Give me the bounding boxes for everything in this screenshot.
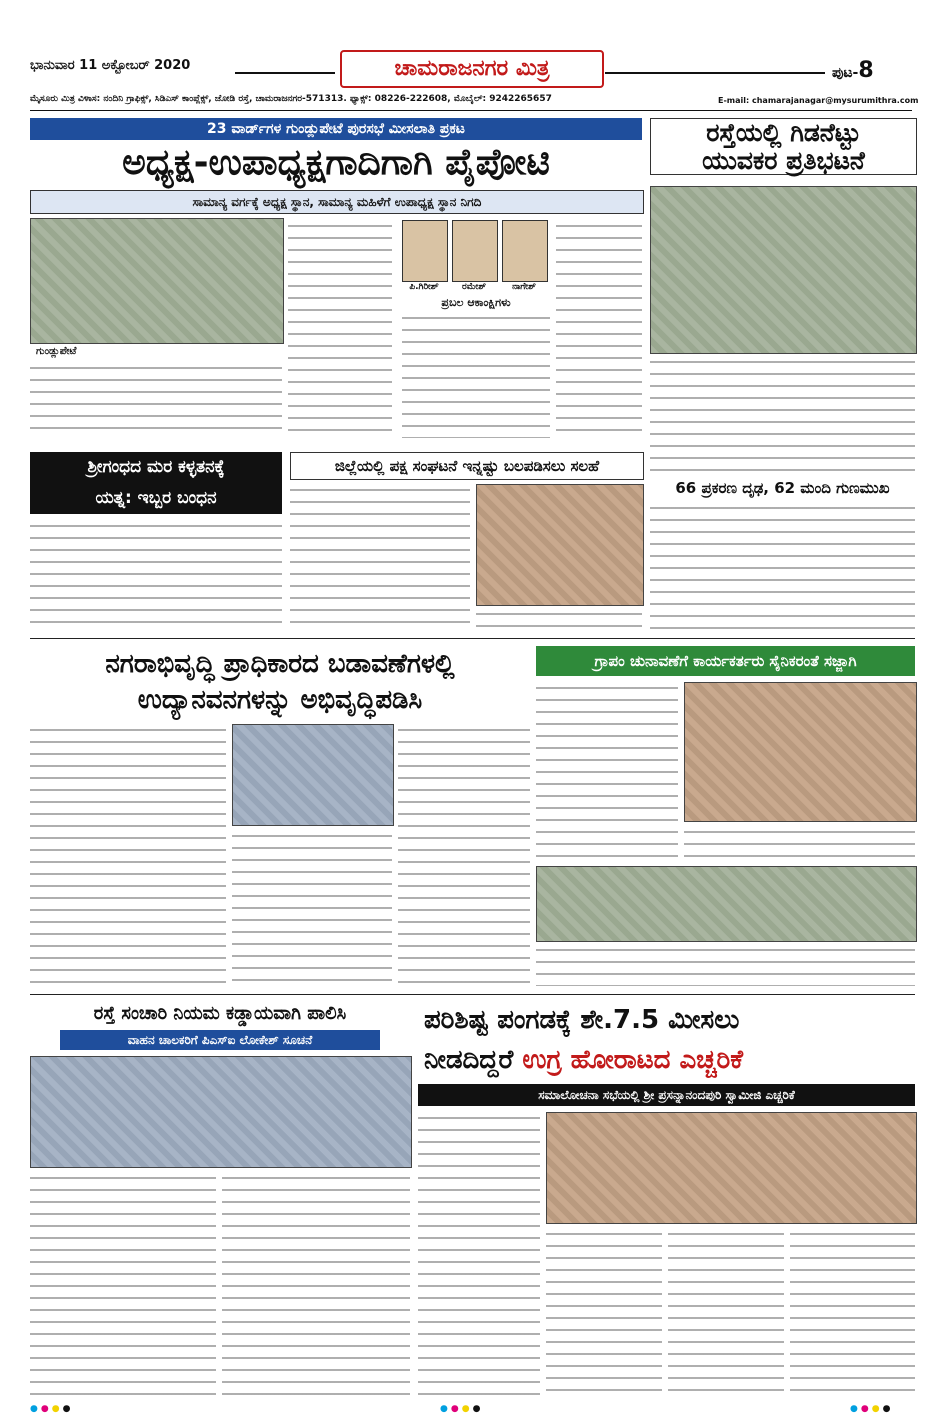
story1-subhead: ಸಾಮಾನ್ಯ ವರ್ಗಕ್ಕೆ ಅಧ್ಯಕ್ಷ ಸ್ಥಾನ, ಸಾಮಾನ್ಯ ಮಹಿಳೆಗೆ ಉಪಾಧ್ಯಕ್ಷ ಸ್ಥಾನ ನಿಗದಿ xyxy=(30,190,644,214)
portrait-3-name: ನಾಗೇಶ್ xyxy=(512,282,536,292)
story3-headline-line2: ಯತ್ನ: ಇಬ್ಬರ ಬಂಧನ xyxy=(95,488,217,508)
story1-body-col3 xyxy=(402,312,550,438)
portrait-3 xyxy=(502,220,548,282)
print-registration-marks-left: ●●●● xyxy=(30,1404,74,1414)
story1-body-col2 xyxy=(288,220,392,438)
story9-body-col3 xyxy=(668,1228,784,1400)
story7-headline: ಗ್ರಾಪಂ ಚುನಾವಣೆಗೆ ಕಾರ್ಯಕರ್ತರು ಸೈನಿಕರಂತೆ ಸಜ್ಜಾಗಿ xyxy=(536,646,915,676)
story8-photo xyxy=(30,1056,412,1168)
story9-body-col4 xyxy=(790,1228,915,1400)
story9-photo xyxy=(546,1112,917,1224)
story2-photo xyxy=(650,186,917,354)
story3-headline-line1: ಶ್ರೀಗಂಧದ ಮರ ಕಳ್ಳತನಕ್ಕೆ xyxy=(87,457,225,477)
story4-photo-caption xyxy=(476,608,642,630)
story7-body-col1 xyxy=(536,682,678,860)
issue-date: ಭಾನುವಾರ 11 ಅಕ್ಟೋಬರ್ 2020 xyxy=(30,58,191,73)
story7-photo-1 xyxy=(684,682,917,822)
story5-body xyxy=(650,502,915,630)
story1-kicker: 23 ವಾರ್ಡ್‌ಗಳ ಗುಂಡ್ಲುಪೇಟೆ ಪುರಸಭೆ ಮೀಸಲಾತಿ ಪ್ರಕಟ xyxy=(30,118,642,140)
story8-subhead: ವಾಹನ ಚಾಲಕರಿಗೆ ಪಿಎಸ್ಐ ಲೋಕೇಶ್ ಸೂಚನೆ xyxy=(60,1030,380,1050)
contact-email: E-mail: chamarajanagar@mysurumithra.com xyxy=(718,96,919,105)
masthead-rule-left xyxy=(235,72,335,74)
story1-photo-caption: ಗುಂಡ್ಲುಪೇಟೆ xyxy=(36,346,77,357)
story9-headline-line1: ಪರಿಶಿಷ್ಟ ಪಂಗಡಕ್ಕೆ ಶೇ.7.5 ಮೀಸಲು xyxy=(424,1005,740,1035)
story7-body-col2 xyxy=(684,826,915,860)
story6-body-col1 xyxy=(30,724,226,986)
story2-headline-line1: ರಸ್ತೆಯಲ್ಲಿ ಗಿಡನೆಟ್ಟು xyxy=(706,118,861,147)
story4-headline: ಜಿಲ್ಲೆಯಲ್ಲಿ ಪಕ್ಷ ಸಂಘಟನೆ ಇನ್ನಷ್ಟು ಬಲಪಡಿಸಲು ಸಲಹೆ xyxy=(290,452,644,480)
story3-headline xyxy=(30,452,282,514)
story6-photo xyxy=(232,724,394,826)
portrait-2-name: ರಮೇಶ್ xyxy=(461,282,487,292)
contact-bar: ಮೈಸೂರು ಮಿತ್ರ ವಿಳಾಸ: ನಂದಿನಿ ಗ್ರಾಫಿಕ್ಸ್, ಸಿಡಿಎಸ್ ಕಾಂಪ್ಲೆಕ್ಸ್, ಜೋಡಿ ರಸ್ತೆ, ಚಾಮರಾಜನಗರ-571313. ಫ್ಯಾಕ್ಸ್: 08226-222608, ಮೊಬೈಲ್: 9242265657 xyxy=(30,94,912,111)
portrait-2 xyxy=(452,220,498,282)
story9-headline-line2a: ನೀಡದಿದ್ದರೆ xyxy=(424,1045,523,1075)
page-label: ಪುಟ- xyxy=(832,65,859,81)
story9-subhead: ಸಮಾಲೋಚನಾ ಸಭೆಯಲ್ಲಿ ಶ್ರೀ ಪ್ರಸನ್ನಾನಂದಪುರಿ ಸ್ವಾಮೀಜಿ ಎಚ್ಚರಿಕೆ xyxy=(418,1084,915,1106)
story2-body xyxy=(650,356,915,474)
story9-body-col2 xyxy=(546,1228,662,1400)
story1-headline: ಅಧ್ಯಕ್ಷ-ಉಪಾಧ್ಯಕ್ಷಗಾದಿಗಾಗಿ ಪೈಪೋಟಿ xyxy=(122,142,550,183)
story7-caption xyxy=(536,944,915,986)
print-registration-marks-center: ●●●● xyxy=(440,1404,484,1414)
section-divider xyxy=(30,638,915,639)
story1-body-col1 xyxy=(30,362,282,438)
story5-headline: 66 ಪ್ರಕರಣ ದೃಢ, 62 ಮಂದಿ ಗುಣಮುಖ xyxy=(675,479,890,497)
newspaper-title: ಚಾಮರಾಜನಗರ ಮಿತ್ರ xyxy=(340,50,604,88)
story9-headline xyxy=(418,1000,915,1080)
page-indicator xyxy=(832,58,874,83)
story2-headline-line2: ಯುವಕರ ಪ್ರತಿಭಟನೆ xyxy=(702,145,865,175)
portrait-1 xyxy=(402,220,448,282)
story2-headline xyxy=(650,118,917,175)
story3-body xyxy=(30,520,282,630)
portrait-1-name: ಪಿ.ಗಿರೀಶ್ xyxy=(409,282,439,292)
masthead-rule-right xyxy=(605,72,825,74)
story1-photo xyxy=(30,218,284,344)
story4-body-col1 xyxy=(290,484,470,630)
story9-body-col1 xyxy=(418,1112,540,1400)
story9-headline-line2 xyxy=(424,1040,915,1080)
story6-headline-line1: ನಗರಾಭಿವೃದ್ಧಿ ಪ್ರಾಧಿಕಾರದ ಬಡಾವಣೆಗಳಲ್ಲಿ xyxy=(105,649,455,679)
story1-subheading: ಪ್ರಬಲ ಆಕಾಂಕ್ಷಿಗಳು xyxy=(441,296,511,309)
story6-headline-line2: ಉದ್ಯಾನವನಗಳನ್ನು ಅಭಿವೃದ್ಧಿಪಡಿಸಿ xyxy=(137,685,423,715)
story8-headline: ರಸ್ತೆ ಸಂಚಾರಿ ನಿಯಮ ಕಡ್ಡಾಯವಾಗಿ ಪಾಲಿಸಿ xyxy=(93,1003,347,1024)
story8-body-col2 xyxy=(222,1172,410,1400)
section-divider-2 xyxy=(30,994,915,995)
story6-headline xyxy=(30,646,530,718)
page-number: 8 xyxy=(858,58,874,83)
story6-body-col2 xyxy=(232,830,392,986)
story7-photo-2 xyxy=(536,866,917,942)
story4-photo xyxy=(476,484,644,606)
story9-headline-line2b: ಉಗ್ರ ಹೋರಾಟದ ಎಚ್ಚರಿಕೆ xyxy=(522,1045,743,1075)
print-registration-marks-right: ●●●● xyxy=(850,1404,894,1414)
story8-body-col1 xyxy=(30,1172,216,1400)
story6-body-col3 xyxy=(398,724,530,986)
story1-body-col4 xyxy=(556,220,642,438)
